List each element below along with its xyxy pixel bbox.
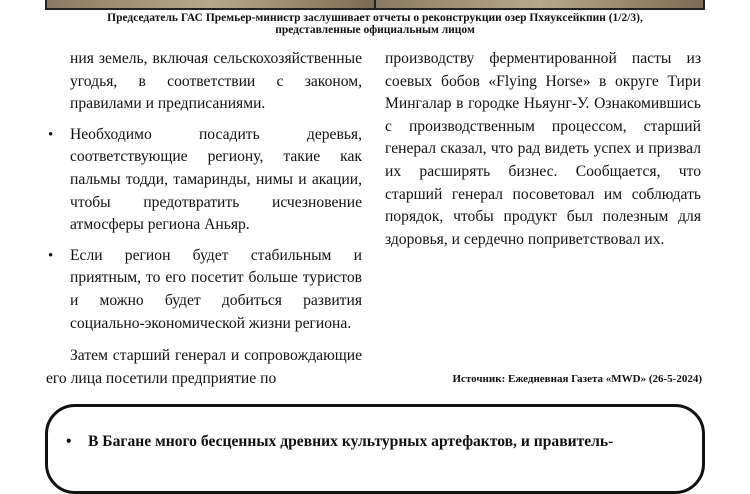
source-line: Источник: Ежедневная Газета «MWD» (26-5-2024)	[452, 373, 702, 385]
photo-strip	[45, 0, 705, 10]
highlight-box	[45, 404, 705, 494]
box-bullet-text: В Багане много бесценных древних культурных артефактов, и правитель-	[88, 433, 614, 450]
photo-caption	[60, 12, 690, 36]
bullet-item-2: • Если регион будет стабильным и приятным, то его посетит больше туристов и можно будет добиться развития социально-экономической жизни региона.	[46, 245, 362, 335]
bullet-item-1: • Необходимо посадить деревья, соответствующие региону, такие как пальмы тодди, тамаринды, нимы и акации, чтобы предотвратить исчезновение атмосферы региона Аньяр.	[46, 124, 362, 237]
box-bullet-item	[64, 431, 694, 453]
bullet-list	[46, 124, 362, 335]
continued-paragraph: ния земель, включая сельскохозяйственные угодья, в соответствии с законом, правилами и предписаниями.	[70, 50, 362, 113]
bullet-dot-icon: •	[66, 433, 72, 450]
right-paragraph: производству ферментированной пасты из соевых бобов «Flying Horse» в округе Тири Мингалар в городке Ньяунг-У. Ознакомившись с производственным процессом, старший генерал сказал, что рад видеть успех и призвал их расширять бизнес. Сообщается, что старший генерал посоветовал им соблюдать порядок, чтобы продукт был полезным для здоровья, и сердечно поприветствовал их.	[385, 50, 701, 248]
caption-line-2: представленные официальным лицом	[275, 24, 475, 36]
photo-left	[47, 0, 374, 8]
caption-line-1: Председатель ГАС Премьер-министр заслушивает отчеты о реконструкции озер Пхяуксейкпин (1/2/3),	[107, 12, 643, 24]
left-column	[46, 48, 362, 390]
right-column	[385, 48, 701, 251]
closing-paragraph: Затем старший генерал и сопровождающие его лица посетили предприятие по	[46, 347, 362, 387]
photo-right	[374, 0, 703, 8]
